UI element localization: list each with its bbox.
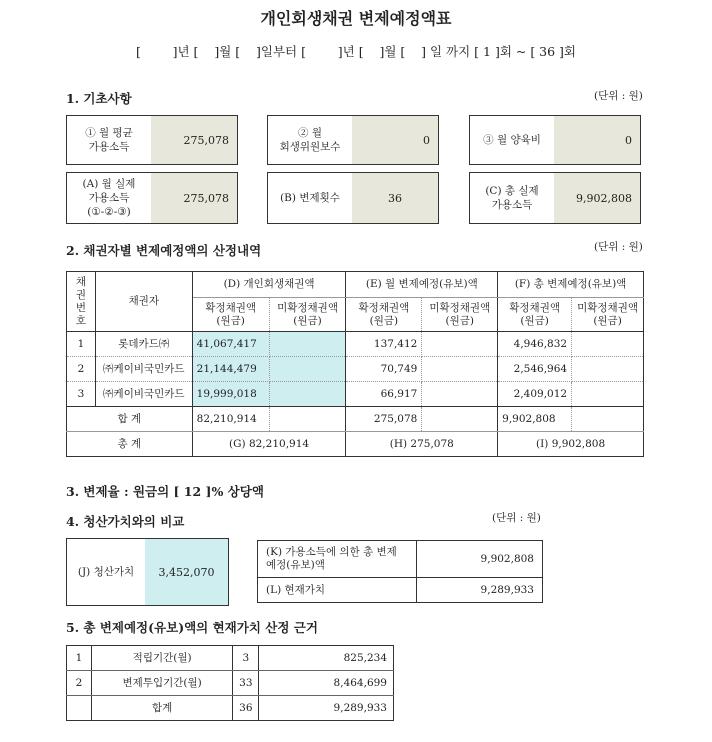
- comparison-table: [257, 540, 543, 603]
- section-3-heading: 3. 변제율 : 원금의 [ 12 ]% 상당액: [66, 484, 264, 499]
- present-value-table: [66, 645, 394, 721]
- table-row: 합계 36 9,289,933: [67, 696, 394, 721]
- repayment-count-box: [267, 172, 439, 224]
- total-row: 총 계 (G) 82,210,914 (H) 275,078 (I) 9,902,808: [67, 432, 644, 457]
- col-header-e-confirmed: 확정채권액 (원금): [346, 298, 422, 332]
- box-label: ② 월: [298, 127, 322, 139]
- section-4-unit: (단위 : 원): [492, 512, 541, 524]
- avg-income-box: [66, 115, 238, 165]
- actual-income-value: 275,078: [151, 173, 237, 223]
- box-label: (①-②-③): [87, 206, 131, 218]
- col-header-e: (E) 월 변제예정(유보)액: [346, 272, 498, 298]
- col-header-f: (F) 총 변제예정(유보)액: [498, 272, 644, 298]
- col-header-d-confirmed: 확정채권액 (원금): [192, 298, 269, 332]
- box-label: (A) 월 실제: [82, 178, 136, 190]
- box-label: 가용소득: [88, 192, 130, 204]
- present-value-label: (L) 현재가치: [258, 578, 417, 603]
- box-label: (B) 변제횟수: [280, 192, 340, 204]
- period-line: [ ]년 [ ]월 [ ]일부터 [ ]년 [ ]월 [ ] 일 까지 [ 1 ]회 ~ [ 36 ]회: [135, 44, 577, 59]
- section-5-heading: 5. 총 변제예정(유보)액의 현재가치 산정 근거: [66, 620, 318, 635]
- col-header-d: (D) 개인회생채권액: [192, 272, 346, 298]
- col-header-no: 채권 번호: [67, 272, 96, 332]
- table-row: 2 ㈜케이비국민카드 21,144,479 70,749 2,546,964: [67, 357, 644, 382]
- creditor-table: [66, 271, 644, 457]
- sum-row: 합 계 82,210,914 275,078 9,902,808: [67, 407, 644, 432]
- present-value-value: 9,289,933: [480, 583, 534, 596]
- total-repayment-value: 9,902,808: [417, 541, 543, 578]
- col-header-f-confirmed: 확정채권액 (원금): [498, 298, 572, 332]
- repayment-count-value: 36: [352, 173, 438, 223]
- commissioner-fee-box: [267, 115, 439, 165]
- liquidation-value-box: [66, 538, 229, 606]
- box-label: 가용소득: [491, 199, 533, 211]
- col-header-creditor: 채권자: [95, 272, 192, 332]
- section-1-unit: (단위 : 원): [594, 90, 643, 102]
- col-header-e-unconfirmed: 미확정채권액 (원금): [422, 298, 498, 332]
- section-1-heading: 1. 기초사항: [66, 91, 132, 106]
- actual-income-box: [66, 172, 238, 224]
- avg-income-value: 275,078: [151, 116, 237, 164]
- child-support-box: [469, 115, 641, 165]
- box-label: (J) 청산가치: [77, 566, 135, 578]
- total-repayment-label: (K) 가용소득에 의한 총 변제 예정(유보)액: [258, 541, 417, 578]
- table-row: 3 ㈜케이비국민카드 19,999,018 66,917 2,409,012: [67, 382, 644, 407]
- child-support-value: 0: [554, 116, 640, 164]
- box-label: 가용소득: [88, 141, 130, 153]
- page-title: 개인회생채권 변제예정액표: [260, 9, 452, 28]
- commissioner-fee-value: 0: [352, 116, 438, 164]
- col-header-f-unconfirmed: 미확정채권액 (원금): [572, 298, 644, 332]
- section-2-unit: (단위 : 원): [594, 241, 643, 253]
- box-label: 회생위원보수: [279, 141, 341, 153]
- col-header-d-unconfirmed: 미확정채권액 (원금): [269, 298, 346, 332]
- table-row: 1 롯데카드㈜ 41,067,417 137,412 4,946,832: [67, 332, 644, 357]
- section-4-heading: 4. 청산가치와의 비교: [66, 514, 185, 529]
- liquidation-value: 3,452,070: [145, 539, 228, 605]
- table-row: 2 변제투입기간(월) 33 8,464,699: [67, 671, 394, 696]
- table-row: 1 적립기간(월) 3 825,234: [67, 646, 394, 671]
- section-2-heading: 2. 채권자별 변제예정액의 산정내역: [66, 243, 262, 258]
- box-label: ③ 월 양육비: [483, 134, 541, 146]
- box-label: (C) 총 실제: [485, 185, 539, 197]
- total-income-box: [469, 172, 641, 224]
- total-income-value: 9,902,808: [554, 173, 640, 223]
- box-label: ① 월 평균: [85, 127, 133, 139]
